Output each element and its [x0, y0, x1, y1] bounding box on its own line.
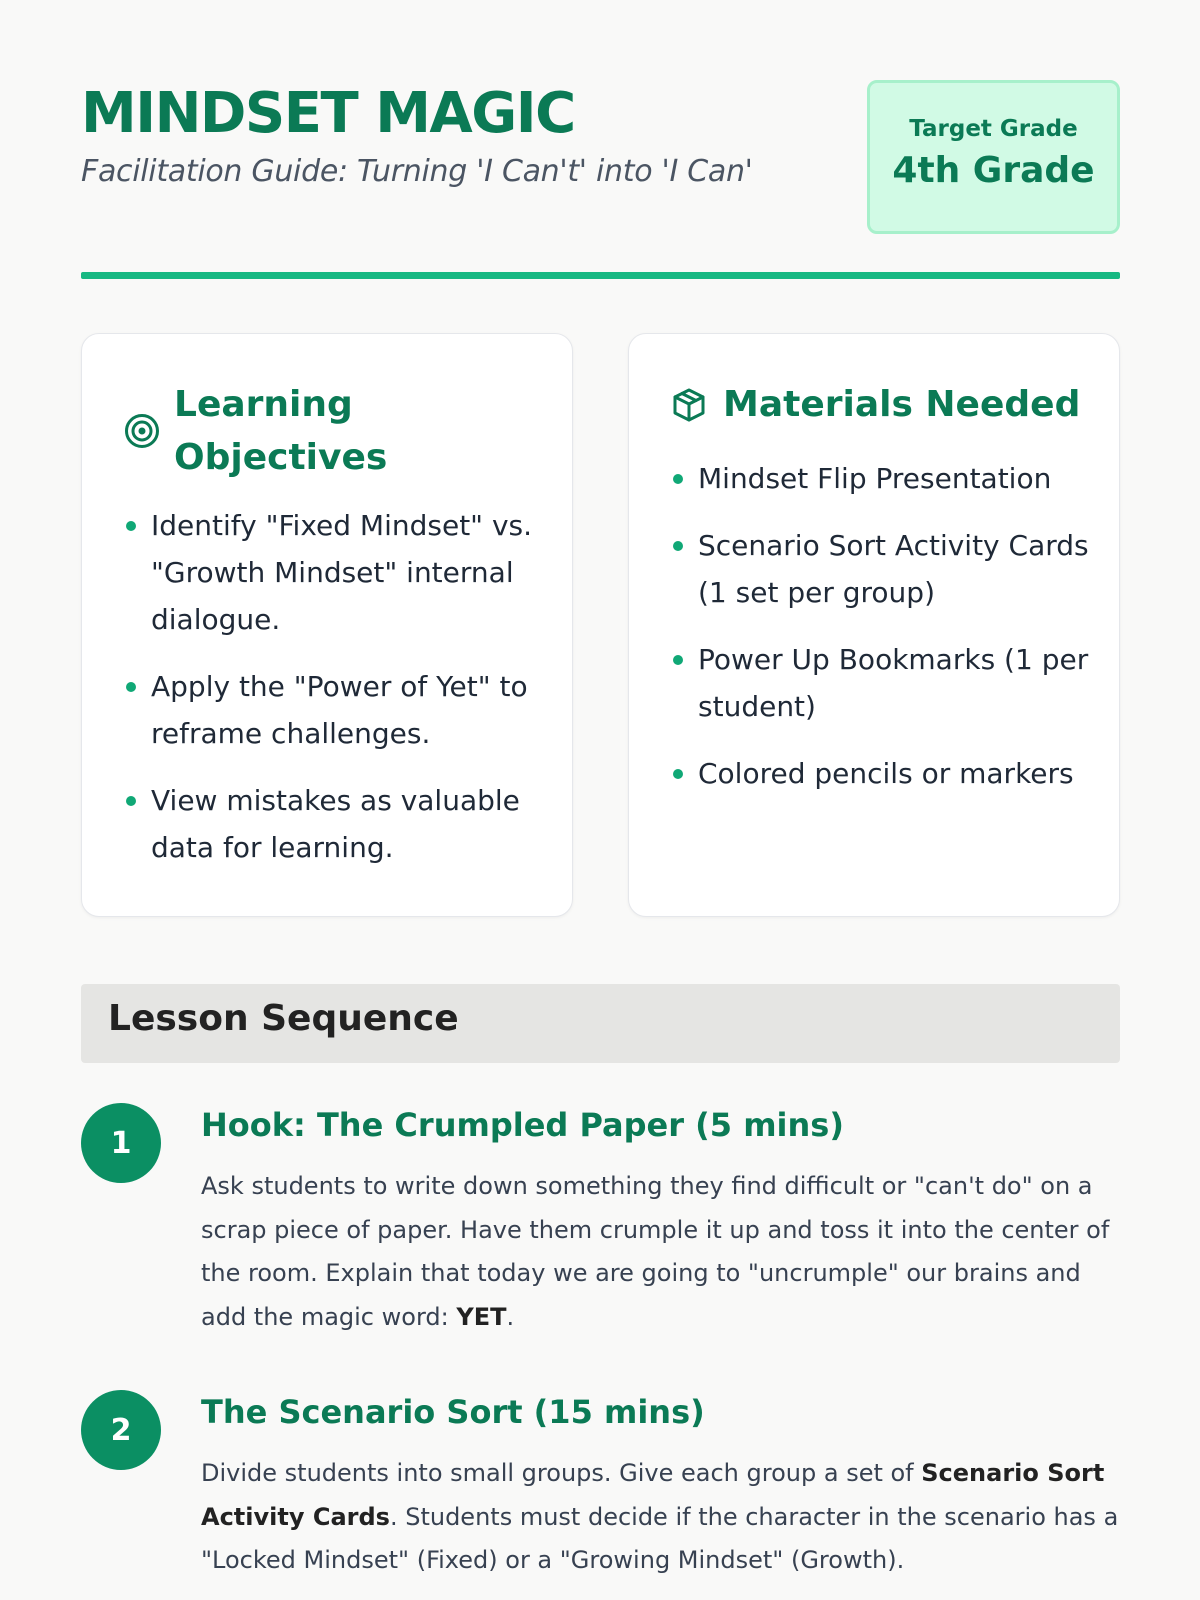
objective-item: Identify "Fixed Mindset" vs. "Growth Mindset" internal dialogue.: [124, 502, 544, 643]
target-grade-label: Target Grade: [909, 116, 1078, 142]
step-text-part: Divide students into small groups. Give each group a set of: [201, 1459, 922, 1487]
page-title: MINDSET MAGIC: [81, 81, 575, 146]
materials-list: [671, 455, 1091, 817]
learning-objectives-header: [124, 378, 414, 484]
step-title: Hook: The Crumpled Paper (5 mins): [201, 1106, 844, 1144]
materials-title: Materials Needed: [723, 384, 1081, 425]
material-item: Power Up Bookmarks (1 per student): [671, 636, 1091, 730]
learning-objectives-title: Learning Objectives: [174, 384, 388, 478]
target-grade-value: 4th Grade: [892, 150, 1095, 191]
lesson-sequence-header: [81, 984, 1120, 1063]
step-body: [201, 1390, 1121, 1583]
step-text-part: . Students must decide if the character in the scenario has a "Locked Mindset" (Fixed) or a "Growing Mindset" (Growth).: [201, 1502, 1119, 1574]
learning-objectives-card: [81, 333, 573, 917]
step-text-part: .: [506, 1302, 515, 1331]
objective-item: View mistakes as valuable data for learning.: [124, 777, 544, 871]
package-icon: [671, 387, 707, 423]
lesson-sequence-title: Lesson Sequence: [108, 998, 459, 1039]
objectives-list: [124, 502, 544, 891]
step-description: [201, 1165, 1121, 1339]
material-item: Colored pencils or markers: [671, 750, 1091, 797]
material-item: Scenario Sort Activity Cards (1 set per group): [671, 522, 1091, 616]
step-text-emphasis: Scenario Sort Activity Cards: [201, 1459, 1105, 1531]
objective-item: Apply the "Power of Yet" to reframe challenges.: [124, 663, 544, 757]
step-number-badge: 1: [81, 1103, 161, 1183]
lesson-plan-page: [81, 0, 1120, 1600]
step-title: The Scenario Sort (15 mins): [201, 1393, 705, 1431]
header-divider: [81, 272, 1120, 279]
step-description: [201, 1452, 1121, 1583]
step-text-part: Ask students to write down something they find difficult or "can't do" on a scrap piece of paper. Have them crumple it up and toss it into the center of the room. Explain that today we are going to "uncrumple" our brains and add the magic word:: [201, 1172, 1110, 1331]
materials-card: [628, 333, 1120, 917]
step-number-badge: 2: [81, 1390, 161, 1470]
step-body: [201, 1103, 1121, 1339]
step-text-emphasis: YET: [456, 1302, 507, 1331]
page-header: [81, 80, 1120, 234]
materials-header: [671, 378, 1080, 431]
material-item: Mindset Flip Presentation: [671, 455, 1091, 502]
page-subtitle: Facilitation Guide: Turning 'I Can't' into 'I Can': [81, 154, 753, 189]
target-icon: [124, 413, 160, 449]
target-grade-badge: [867, 80, 1120, 234]
